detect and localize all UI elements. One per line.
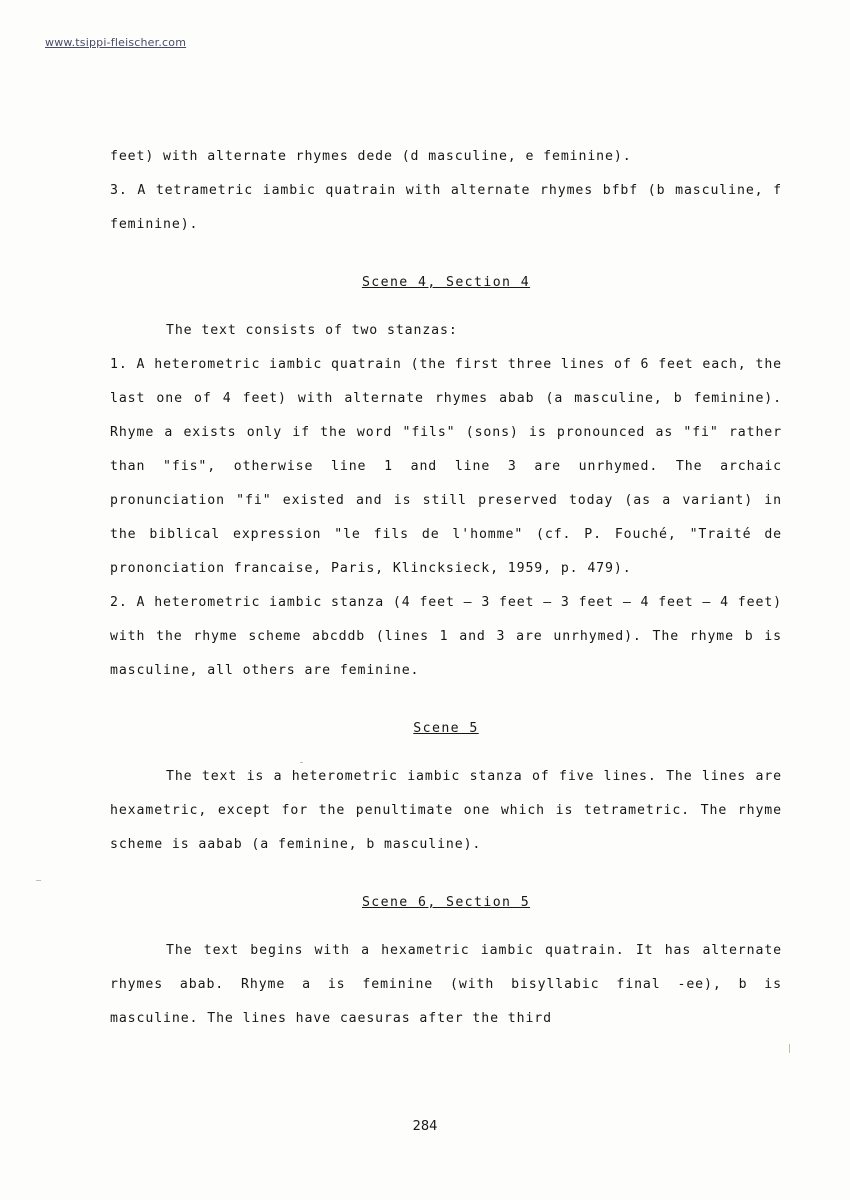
page-number: 284	[412, 1119, 438, 1134]
heading-scene-5-text: Scene 5	[413, 721, 479, 736]
scan-speck	[789, 1044, 790, 1053]
heading-scene-4-section-4-text: Scene 4, Section 4	[361, 275, 531, 290]
scan-speck	[36, 880, 41, 881]
spacer	[110, 688, 782, 712]
spacer	[110, 300, 782, 314]
heading-scene-6-section-5	[110, 886, 782, 920]
paragraph-scene4-item-2: 2. A heterometric iambic stanza (4 feet – 3 feet – 3 feet – 4 feet – 4 feet) with the rhyme scheme abcddb (lines 1 and 3 are unrhymed). The rhyme b is masculine, all others are feminine.	[110, 595, 782, 678]
paragraph-feet-alternate-rhymes: feet) with alternate rhymes dede (d masculine, e feminine).	[110, 149, 632, 164]
paragraph-scene4-intro: The text consists of two stanzas:	[166, 323, 458, 338]
spacer	[110, 862, 782, 886]
scan-speck	[300, 762, 303, 763]
site-watermark: www.tsippi-fleischer.com	[45, 36, 187, 49]
spacer	[110, 920, 782, 934]
paragraph-scene4-item-1: 1. A heterometric iambic quatrain (the first three lines of 6 feet each, the last one of 4 feet) with alternate rhymes abab (a masculine, b feminine). Rhyme a exists only if the word "fils" (sons) is pronounced as "fi" rather than "fis", otherwise line 1 and line 3 are unrhymed. The archaic pronunciation "fi" existed and is still preserved today (as a variant) in the biblical expression "le fils de l'homme" (cf. P. Fouché, "Traité de prononciation francaise, Paris, Klincksieck, 1959, p. 479).	[110, 357, 782, 576]
paragraph-item-3: 3. A tetrametric iambic quatrain with alternate rhymes bfbf (b masculine, f feminine).	[110, 183, 782, 232]
paragraph-scene6-body: The text begins with a hexametric iambic quatrain. It has alternate rhymes abab. Rhyme a is feminine (with bisyllabic final -ee), b is masculine. The lines have caesuras after the third	[110, 943, 782, 1026]
document-body	[110, 140, 782, 1036]
spacer	[110, 746, 782, 760]
spacer	[110, 242, 782, 266]
heading-scene-5	[110, 712, 782, 746]
heading-scene-6-section-5-text: Scene 6, Section 5	[361, 895, 531, 910]
paragraph-scene5-body: The text is a heterometric iambic stanza of five lines. The lines are hexametric, except for the penultimate one which is tetrametric. The rhyme scheme is aabab (a feminine, b masculine).	[110, 769, 782, 852]
heading-scene-4-section-4	[110, 266, 782, 300]
